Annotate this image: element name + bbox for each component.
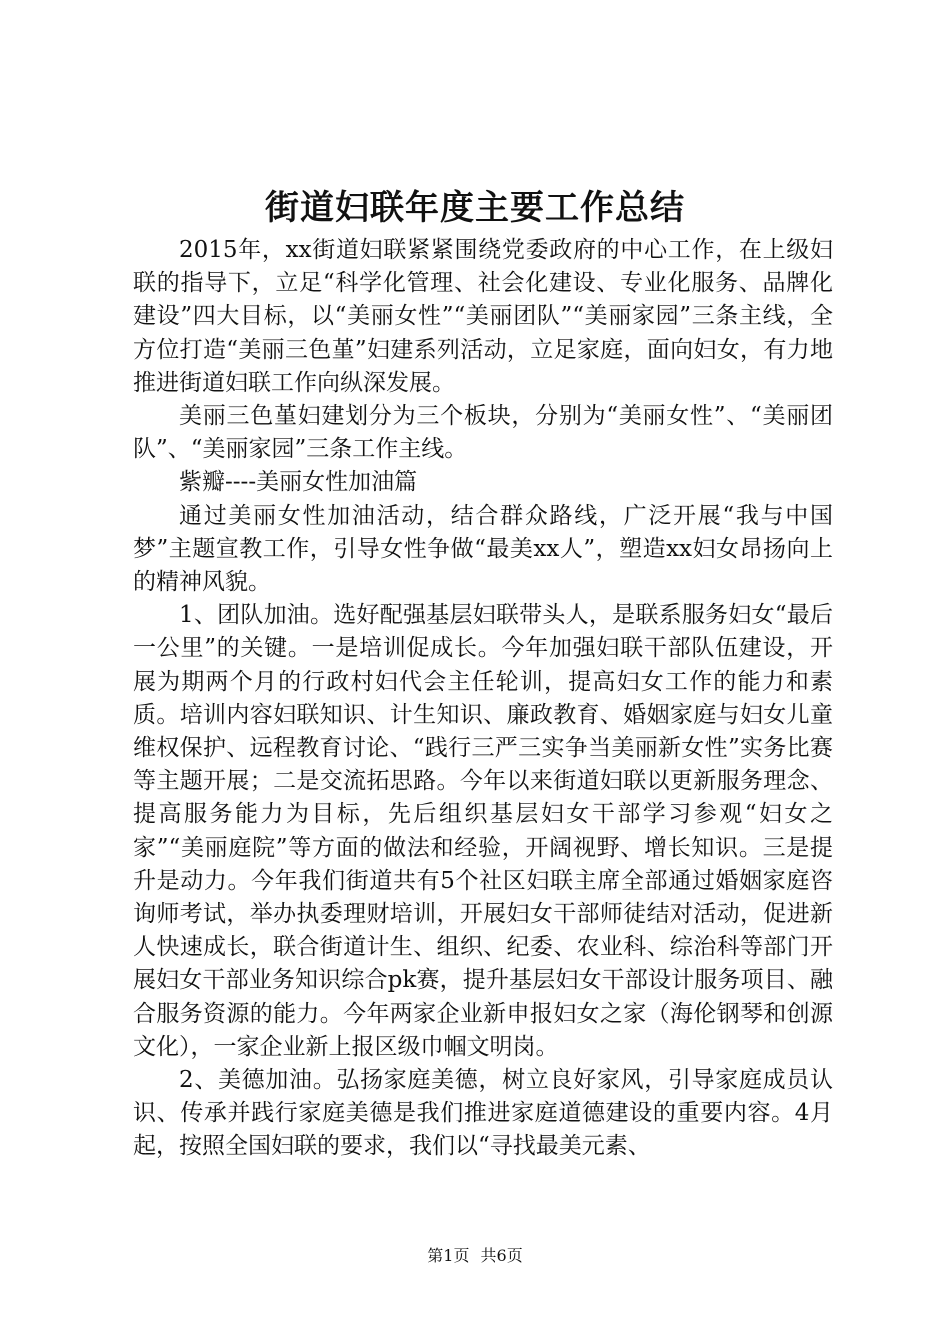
paragraph: 1、团队加油。选好配强基层妇联带头人，是联系服务妇女“最后一公里”的关键。一是培训促成长。今年加强妇联干部队伍建设，开展为期两个月的行政村妇代会主任轮训，提高妇女工作的能力和素质。培训内容妇联知识、计生知识、廉政教育、婚姻家庭与妇女儿童维权保护、远程教育讨论、“践行三严三实争当美丽新女性”实务比赛等主题开展；二是交流拓思路。今年以来街道妇联以更新服务理念、提高服务能力为目标，先后组织基层妇女干部学习参观“妇女之家”“美丽庭院”等方面的做法和经验，开阔视野、增长知识。三是提升是动力。今年我们街道共有5个社区妇联主席全部通过婚姻家庭咨询师考试，举办执委理财培训，开展妇女干部师徒结对活动，促进新人快速成长，联合街道计生、组织、纪委、农业科、综治科等部门开展妇女干部业务知识综合pk赛，提升基层妇女干部设计服务项目、融合服务资源的能力。今年两家企业新申报妇女之家（海伦钢琴和创源文化），一家企业新上报区级巾帼文明岗。 <box>133 602 833 1060</box>
document-title: 街道妇联年度主要工作总结 <box>265 188 685 228</box>
page-number: 第1页 <box>427 1246 470 1265</box>
paragraph: 2015年，xx街道妇联紧紧围绕党委政府的中心工作，在上级妇联的指导下，立足“科学化管理、社会化建设、专业化服务、品牌化建设”四大目标，以“美丽女性”“美丽团队”“美丽家园”三条主线，全方位打造“美丽三色堇”妇建系列活动，立足家庭，面向妇女，有力地推进街道妇联工作向纵深发展。 <box>133 237 833 396</box>
section-heading: 紫瓣----美丽女性加油篇 <box>179 469 418 496</box>
page-footer <box>0 1246 950 1266</box>
document-body <box>133 234 833 1164</box>
paragraph: 2、美德加油。弘扬家庭美德，树立良好家风，引导家庭成员认识、传承并践行家庭美德是我们推进家庭道德建设的重要内容。4月起，按照全国妇联的要求，我们以“寻找最美元素、 <box>133 1067 833 1160</box>
paragraph: 通过美丽女性加油活动，结合群众路线，广泛开展“我与中国梦”主题宣教工作，引导女性争做“最美xx人”，塑造xx妇女昂扬向上的精神风貌。 <box>133 502 833 596</box>
paragraph: 美丽三色堇妇建划分为三个板块，分别为“美丽女性”、“美丽团队”、“美丽家园”三条工作主线。 <box>133 403 833 463</box>
page-total: 共6页 <box>480 1246 523 1265</box>
